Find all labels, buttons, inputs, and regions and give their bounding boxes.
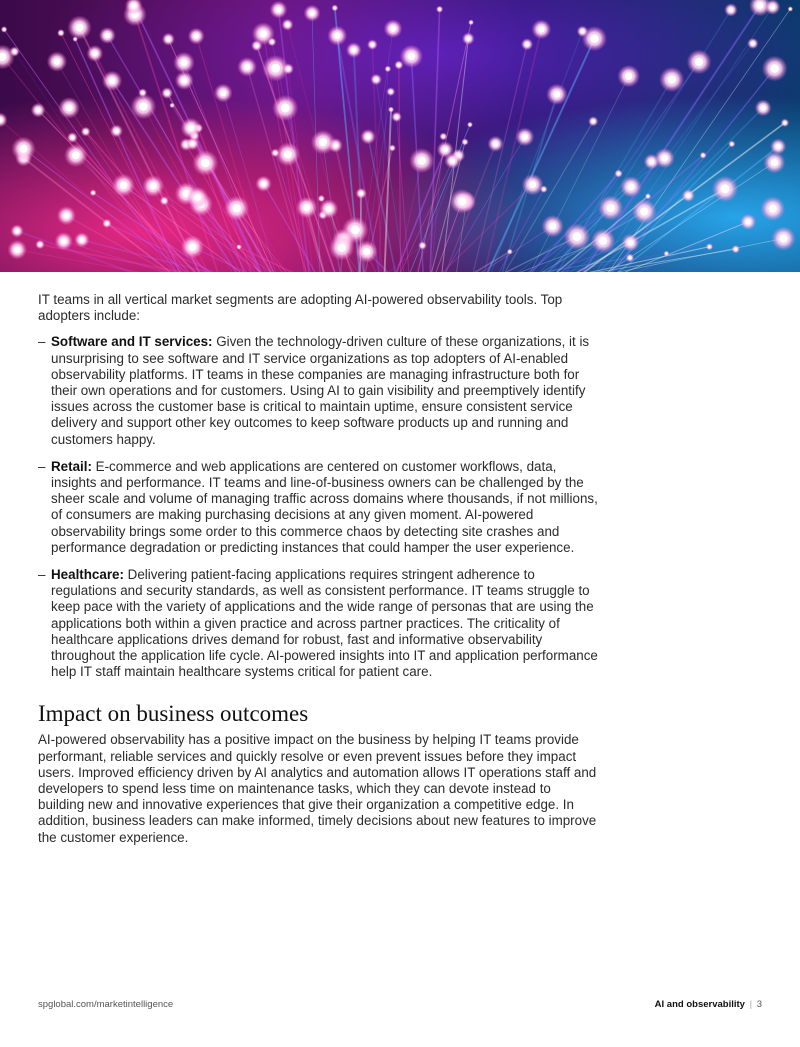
fiber-tip [54, 58, 61, 65]
fiber-tip [36, 108, 41, 113]
fiber-tip [395, 115, 399, 119]
fiber-tip [649, 159, 654, 164]
fiber-tip [351, 47, 356, 52]
fiber-tip [729, 8, 733, 12]
section-heading: Impact on business outcomes [38, 701, 309, 727]
list-item-retail [38, 459, 598, 556]
fiber-tip [365, 134, 370, 139]
fiber-tip [387, 68, 389, 70]
fiber-tip [702, 154, 704, 156]
fiber-tip [309, 10, 315, 16]
list-item-text: Delivering patient-facing applications requires stringent adherence to regulations and security standards, as well as consistent performance. IT teams struggle to keep pace with the variety of applications and the wide range of personas that are using the applications both within a given practice and across partner practices. The criticality of healthcare applications drives demand for robust, fast and informative observability throughout the application life cycle. AI-powered insights into IT and application performance help IT staff maintain healthcare systems critical for patient care. [51, 567, 598, 680]
fiber-tip [319, 138, 327, 146]
fiber-tip [525, 42, 529, 46]
fiber-tip [284, 150, 292, 158]
fiber-tip [61, 238, 67, 244]
fiber-tip [281, 104, 290, 113]
fiber-tip [686, 193, 690, 197]
fiber-optic-illustration [0, 0, 800, 272]
fiber-tip [745, 219, 750, 224]
fiber-tip [469, 124, 471, 126]
fiber-tip [286, 67, 290, 71]
fiber-tip [617, 172, 620, 175]
fiber-tip [326, 206, 332, 212]
fiber-tip [363, 248, 370, 255]
fiber-tip [783, 121, 786, 124]
fiber-tip [529, 181, 536, 188]
fiber-tip [731, 143, 733, 145]
fiber-tip [109, 77, 116, 84]
footer-doc-title: AI and observability [654, 999, 745, 1010]
fiber-tip [438, 8, 440, 10]
fiber-tip [166, 37, 170, 41]
fiber-tip [232, 204, 240, 212]
fiber-tip [92, 51, 98, 57]
fiber-tip [180, 59, 187, 66]
hero-fiber-optic-image [0, 0, 800, 272]
fiber-tip [190, 141, 194, 145]
fiber-tip [493, 141, 498, 146]
fiber-tip [371, 43, 375, 47]
page-number: 3 [756, 999, 762, 1010]
fiber-tip [470, 21, 472, 23]
fiber-tip [79, 237, 84, 242]
fiber-tip [286, 23, 290, 27]
fiber-tip [19, 145, 27, 153]
fiber-tip [84, 130, 87, 133]
fiber-tip [661, 155, 668, 162]
fiber-tip [627, 240, 633, 246]
fiber-tip [270, 40, 273, 43]
fiber-tip [181, 77, 187, 83]
fiber-tip [640, 207, 648, 215]
fiber-tip [627, 183, 634, 190]
fiber-tip [149, 182, 156, 189]
fiber-tip [320, 197, 322, 199]
fiber-tip [466, 37, 470, 41]
fiber-tip [3, 28, 5, 30]
fiber-tip [171, 104, 173, 106]
fiber-tip [760, 105, 766, 111]
fiber-tip [769, 205, 777, 213]
list-item-term: Retail: [51, 458, 92, 474]
fiber-tip [464, 141, 466, 143]
fiber-tip [665, 253, 667, 255]
list-item-term: Healthcare: [51, 567, 124, 583]
top-adopters-list [38, 334, 598, 680]
fiber-tip [74, 38, 76, 40]
fiber-tip [421, 244, 424, 247]
fiber-tip [188, 125, 195, 132]
fiber-tip [668, 75, 676, 83]
fiber-tip [581, 29, 585, 33]
fiber-tip [359, 192, 363, 196]
intro-paragraph: IT teams in all vertical market segments are adopting AI-powered observability tools. Top adopters include: [38, 292, 563, 324]
fiber-tip [418, 156, 426, 164]
fiber-tip [139, 102, 148, 111]
fiber-tip [220, 90, 226, 96]
fiber-tip [131, 3, 137, 9]
fiber-tip [65, 104, 72, 111]
fiber-tip [522, 134, 528, 140]
dash-bullet: – [38, 334, 46, 350]
fiber-tip [599, 237, 607, 245]
fiber-tip [771, 159, 778, 166]
list-item-text: E-commerce and web applications are centered on customer workflows, data, insights and performance. IT teams and line-of-business owners can be challenged by the sheer scale and volume of managing traffic across domains where thousands, if not millions, of consumers are making purchasing decisions at any given moment. AI-powered observability brings some order to this commerce chaos by detecting site crashes and performance degradation or predicting instances that could hamper the user experience. [51, 458, 598, 555]
fiber-tip [770, 4, 775, 9]
fiber-tip [63, 212, 69, 218]
fiber-tip [303, 204, 310, 211]
fiber-tip [390, 26, 396, 32]
fiber-tip [708, 246, 710, 248]
fiber-tip [592, 120, 595, 123]
fiber-tip [244, 64, 251, 71]
fiber-tip [770, 64, 779, 73]
fiber-tip [114, 129, 118, 133]
fiber-tip [606, 204, 614, 212]
fiber-tip [334, 32, 341, 39]
fiber-tip [442, 147, 448, 153]
fiber-tip [553, 91, 560, 98]
fiber-tip [390, 109, 392, 111]
fiber-tip [255, 44, 259, 48]
fiber-tip [391, 147, 393, 149]
fiber-tip [628, 256, 631, 259]
fiber-tip [105, 222, 108, 225]
fiber-tip [60, 32, 63, 35]
dash-bullet: – [38, 567, 46, 583]
fiber-tip [201, 159, 210, 168]
fiber-tip [14, 246, 21, 253]
list-item-term: Software and IT services: [51, 334, 213, 350]
fiber-tip [271, 64, 280, 73]
fiber-tip [538, 26, 545, 33]
list-item-text: Given the technology-driven culture of these organizations, it is unsurprising to see software and IT service organizations as top adopters of AI-enabled observability platforms. IT teams in these companies are managing infrastructure both for their own operations and for customers. Using AI to gain visibility and preemptively identify issues across the customer base is critical to maintain uptime, ensure consistent service delivery and support other key outcomes to keep software products up and running and customers happy. [51, 334, 590, 447]
fiber-tip [71, 136, 75, 140]
fiber-tip [756, 2, 763, 9]
fiber-tip [442, 135, 445, 138]
fiber-tip [105, 33, 111, 39]
fiber-tip [120, 181, 128, 189]
fiber-tip [775, 144, 780, 149]
fiber-tip [543, 188, 546, 191]
fiber-tip [15, 229, 19, 233]
fiber-tip [721, 184, 730, 193]
fiber-tip [193, 33, 199, 39]
fiber-tip [408, 52, 416, 60]
fiber-tip [261, 181, 266, 186]
fiber-tip [188, 243, 196, 251]
list-item-software [38, 334, 598, 447]
fiber-tip [509, 251, 511, 253]
fiber-tip [397, 63, 400, 66]
main-content [38, 292, 598, 846]
fiber-tip [274, 151, 277, 154]
footer-url-link[interactable]: spglobal.com/marketintelligence [38, 999, 174, 1010]
fiber-tip [573, 232, 582, 241]
fiber-tip [734, 248, 737, 251]
fiber-tip [695, 58, 703, 66]
fiber-tip [337, 243, 346, 252]
fiber-tip [751, 42, 755, 46]
fiber-tip [72, 151, 80, 159]
fiber-tip [789, 8, 791, 10]
fiber-tip [163, 199, 166, 202]
fiber-tip [76, 23, 84, 31]
fiber-tip [276, 7, 282, 13]
fiber-tip [165, 91, 169, 95]
fiber-tip [38, 243, 41, 246]
fiber-tip [458, 197, 466, 205]
fiber-tip [374, 78, 378, 82]
fiber-tip [194, 194, 201, 201]
fiber-tip [450, 158, 455, 163]
fiber-tip [334, 7, 336, 9]
list-item-healthcare [38, 567, 598, 680]
dash-bullet: – [38, 458, 46, 474]
fiber-tip [590, 34, 598, 42]
outcomes-paragraph: AI-powered observability has a positive impact on the business by helping IT teams provide performant, reliable services and quickly resolve or even prevent issues before they impact users. Improved efficiency driven by AI analytics and automation allows IT operations staff and developers to spend less time on maintenance tasks, which they can devote instead to building new and innovative experiences that give their organization a competitive edge. In addition, business leaders can make informed, timely decisions about new features to improve the customer experience. [38, 732, 597, 845]
fiber-tip [625, 72, 633, 80]
fiber-tip [238, 246, 240, 248]
fiber-tip [647, 195, 649, 197]
fiber-tip [549, 222, 557, 230]
fiber-tip [92, 192, 94, 194]
footer-page-info [655, 999, 762, 1010]
fiber-tip [259, 30, 267, 38]
fiber-tip [779, 234, 787, 242]
footer-separator: | [749, 999, 753, 1010]
fiber-tip [389, 90, 392, 93]
